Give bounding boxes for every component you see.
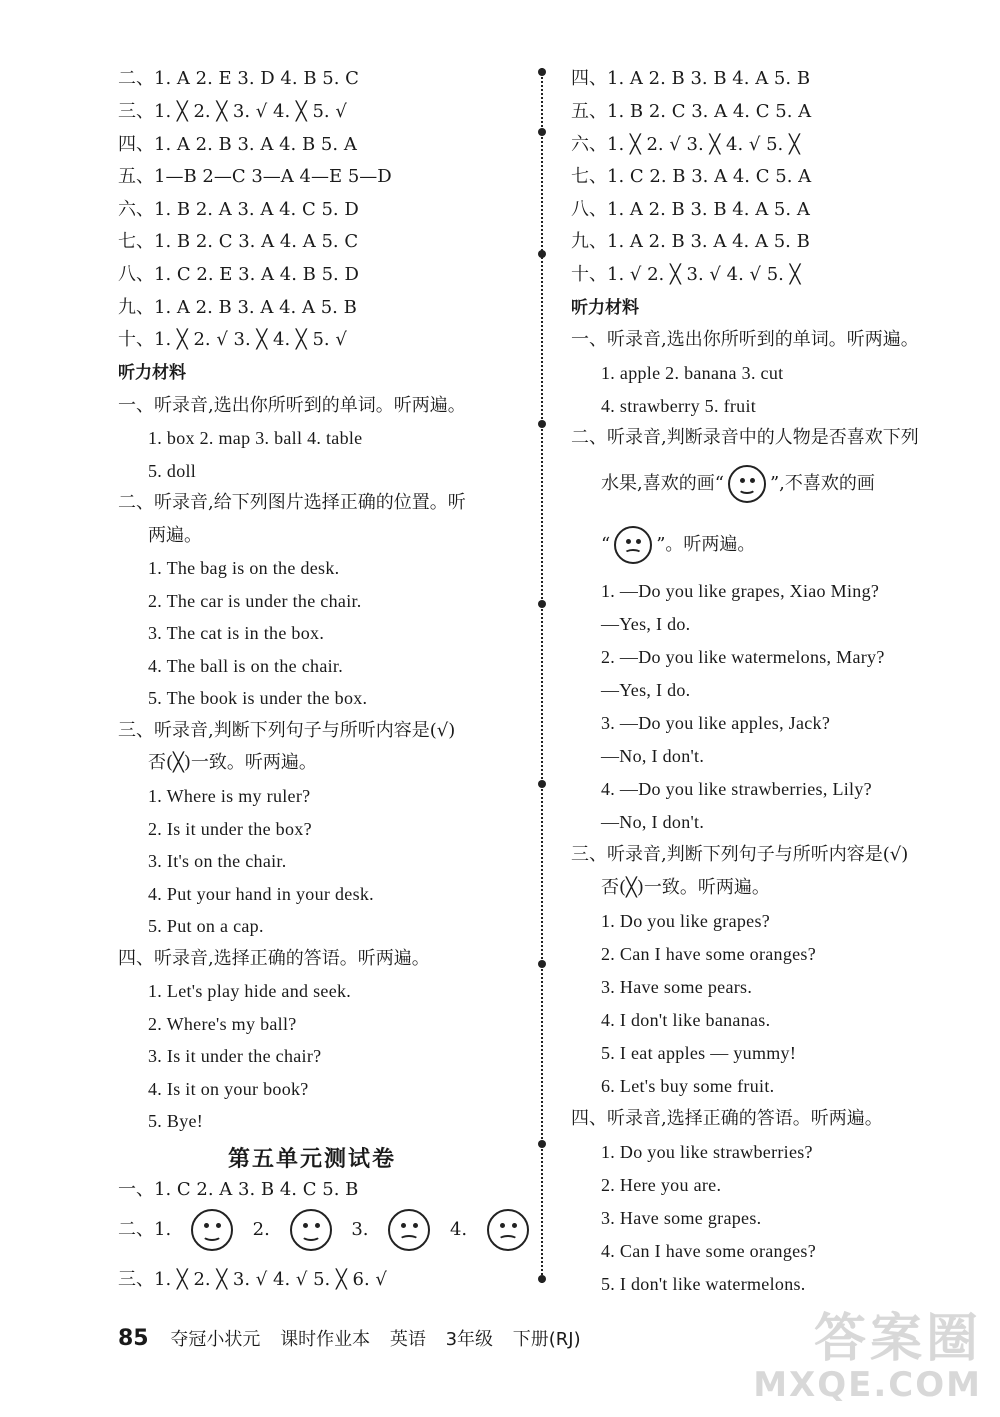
sentence: 1. Let's play hide and seek. — [148, 981, 352, 1001]
answer-number: 4. — [449, 1219, 468, 1240]
answer-line: 十、1. ╳ 2. √ 3. ╳ 4. ╳ 5. √ — [118, 329, 347, 350]
divider-dot — [538, 420, 546, 428]
answer-line: 三、1. ╳ 2. ╳ 3. √ 4. ╳ 5. √ — [118, 101, 347, 122]
answer-line: 四、1. A 2. B 3. B 4. A 5. B — [571, 68, 811, 89]
divider-dot — [538, 600, 546, 608]
sentence: 5. The book is under the box. — [148, 688, 368, 708]
sentence: 5. Bye! — [148, 1111, 204, 1131]
watermark-logo-text: 答案圈 — [813, 1309, 982, 1369]
sentence: 3. The cat is in the box. — [148, 623, 325, 643]
watermark-url: MXQE.COM — [753, 1365, 982, 1405]
question-title-cont: 否(╳)一致。听两遍。 — [601, 877, 770, 898]
sentence: 2. Is it under the box? — [148, 819, 312, 839]
faces-answer-line — [118, 1208, 529, 1252]
sentence: 5. Put on a cap. — [148, 916, 264, 936]
subject-name: 英语 — [389, 1329, 426, 1350]
sentence: 2. Can I have some oranges? — [601, 944, 817, 964]
answer-line: 八、1. A 2. B 3. B 4. A 5. A — [571, 199, 810, 220]
page-number: 85 — [118, 1326, 149, 1351]
question-title: 三、听录音,判断下列句子与所听内容是(√) — [571, 844, 909, 865]
frowning-face-icon — [614, 526, 652, 564]
answer-line: 一、1. C 2. A 3. B 4. C 5. B — [118, 1179, 359, 1200]
sentence: 1. Do you like grapes? — [601, 911, 771, 931]
sentence: 1. Do you like strawberries? — [601, 1142, 813, 1162]
sentence: 2. The car is under the chair. — [148, 591, 362, 611]
answer-number: 3. — [351, 1219, 369, 1240]
sentence: 4. The ball is on the chair. — [148, 656, 344, 676]
question-title: 一、听录音,选出你所听到的单词。听两遍。 — [118, 395, 466, 416]
word-list: 1. apple 2. banana 3. cut — [601, 363, 784, 383]
page-footer — [118, 1325, 595, 1351]
smiley-face-icon — [728, 465, 766, 503]
question-title-cont: 否(╳)一致。听两遍。 — [148, 752, 317, 773]
word-list: 1. box 2. map 3. ball 4. table — [148, 428, 363, 448]
series-name: 夺冠小状元 — [170, 1329, 261, 1350]
listening-heading: 听力材料 — [118, 363, 186, 383]
sentence: 4. Is it on your book? — [148, 1079, 309, 1099]
answer-line: 九、1. A 2. B 3. A 4. A 5. B — [571, 231, 810, 252]
dialogue-line: 2. —Do you like watermelons, Mary? — [601, 647, 885, 667]
divider-dot — [538, 1140, 546, 1148]
sentence: 3. Have some grapes. — [601, 1208, 762, 1228]
listening-heading: 听力材料 — [571, 298, 639, 318]
instruction-text: 水果,喜欢的画“ — [601, 473, 724, 494]
dialogue-line: —No, I don't. — [601, 746, 705, 766]
smiley-face-icon — [290, 1209, 332, 1251]
word-list: 4. strawberry 5. fruit — [601, 396, 757, 416]
frowning-face-icon — [388, 1209, 430, 1251]
answer-line: 九、1. A 2. B 3. A 4. A 5. B — [118, 297, 357, 318]
question-title: 四、听录音,选择正确的答语。听两遍。 — [118, 948, 430, 969]
dialogue-line: —Yes, I do. — [601, 614, 691, 634]
dialogue-line: —Yes, I do. — [601, 680, 691, 700]
question-title: 四、听录音,选择正确的答语。听两遍。 — [571, 1108, 883, 1129]
volume-label: 下册(RJ) — [512, 1329, 581, 1350]
sentence: 1. Where is my ruler? — [148, 786, 311, 806]
question-title: 二、听录音,判断录音中的人物是否喜欢下列 — [571, 427, 919, 448]
answer-line: 五、1—B 2—C 3—A 4—E 5—D — [118, 166, 392, 187]
dialogue-line: —No, I don't. — [601, 812, 705, 832]
sentence: 1. The bag is on the desk. — [148, 558, 340, 578]
sentence: 5. I eat apples — yummy! — [601, 1043, 797, 1063]
sentence: 3. Have some pears. — [601, 977, 753, 997]
answer-line: 七、1. C 2. B 3. A 4. C 5. A — [571, 166, 812, 187]
frowning-face-icon — [487, 1209, 529, 1251]
answer-line: 六、1. ╳ 2. √ 3. ╳ 4. √ 5. ╳ — [571, 134, 800, 155]
sentence: 5. I don't like watermelons. — [601, 1274, 806, 1294]
sentence: 4. I don't like bananas. — [601, 1010, 771, 1030]
answer-number: 2. — [252, 1219, 270, 1240]
question-title-cont — [601, 523, 755, 567]
divider-dot — [538, 960, 546, 968]
sentence: 2. Here you are. — [601, 1175, 722, 1195]
dialogue-line: 1. —Do you like grapes, Xiao Ming? — [601, 581, 880, 601]
divider-dot — [538, 780, 546, 788]
answer-line: 四、1. A 2. B 3. A 4. B 5. A — [118, 134, 357, 155]
sentence: 6. Let's buy some fruit. — [601, 1076, 775, 1096]
answer-line: 二、1. A 2. E 3. D 4. B 5. C — [118, 68, 359, 89]
answer-prefix: 二、1. — [118, 1219, 172, 1240]
grade-label: 3年级 — [445, 1329, 494, 1350]
dialogue-line: 4. —Do you like strawberries, Lily? — [601, 779, 872, 799]
instruction-text: “ — [601, 534, 611, 555]
answer-line: 三、1. ╳ 2. ╳ 3. √ 4. √ 5. ╳ 6. √ — [118, 1269, 387, 1290]
watermark — [753, 1311, 982, 1403]
sentence: 4. Put your hand in your desk. — [148, 884, 374, 904]
answer-line: 五、1. B 2. C 3. A 4. C 5. A — [571, 101, 812, 122]
answer-line: 八、1. C 2. E 3. A 4. B 5. D — [118, 264, 359, 285]
answer-line: 六、1. B 2. A 3. A 4. C 5. D — [118, 199, 359, 220]
question-title-cont: 两遍。 — [148, 525, 202, 546]
divider-dot — [538, 128, 546, 136]
instruction-text: ”,不喜欢的画 — [769, 473, 875, 494]
sentence: 4. Can I have some oranges? — [601, 1241, 817, 1261]
dialogue-line: 3. —Do you like apples, Jack? — [601, 713, 831, 733]
smiley-face-icon — [191, 1209, 233, 1251]
sentence: 3. It's on the chair. — [148, 851, 287, 871]
question-title-cont — [601, 462, 875, 506]
answer-line: 七、1. B 2. C 3. A 4. A 5. C — [118, 231, 359, 252]
question-title: 三、听录音,判断下列句子与所听内容是(√) — [118, 720, 456, 741]
book-name: 课时作业本 — [280, 1329, 371, 1350]
sentence: 2. Where's my ball? — [148, 1014, 297, 1034]
divider-dot — [538, 250, 546, 258]
divider-dot — [538, 1275, 546, 1283]
instruction-text: ”。听两遍。 — [656, 534, 756, 555]
word-list: 5. doll — [148, 461, 197, 481]
sentence: 3. Is it under the chair? — [148, 1046, 322, 1066]
answer-line: 十、1. √ 2. ╳ 3. √ 4. √ 5. ╳ — [571, 264, 801, 285]
question-title: 一、听录音,选出你所听到的单词。听两遍。 — [571, 329, 919, 350]
question-title: 二、听录音,给下列图片选择正确的位置。听 — [118, 492, 466, 513]
divider-dot — [538, 68, 546, 76]
unit5-title: 第五单元测试卷 — [228, 1147, 397, 1172]
